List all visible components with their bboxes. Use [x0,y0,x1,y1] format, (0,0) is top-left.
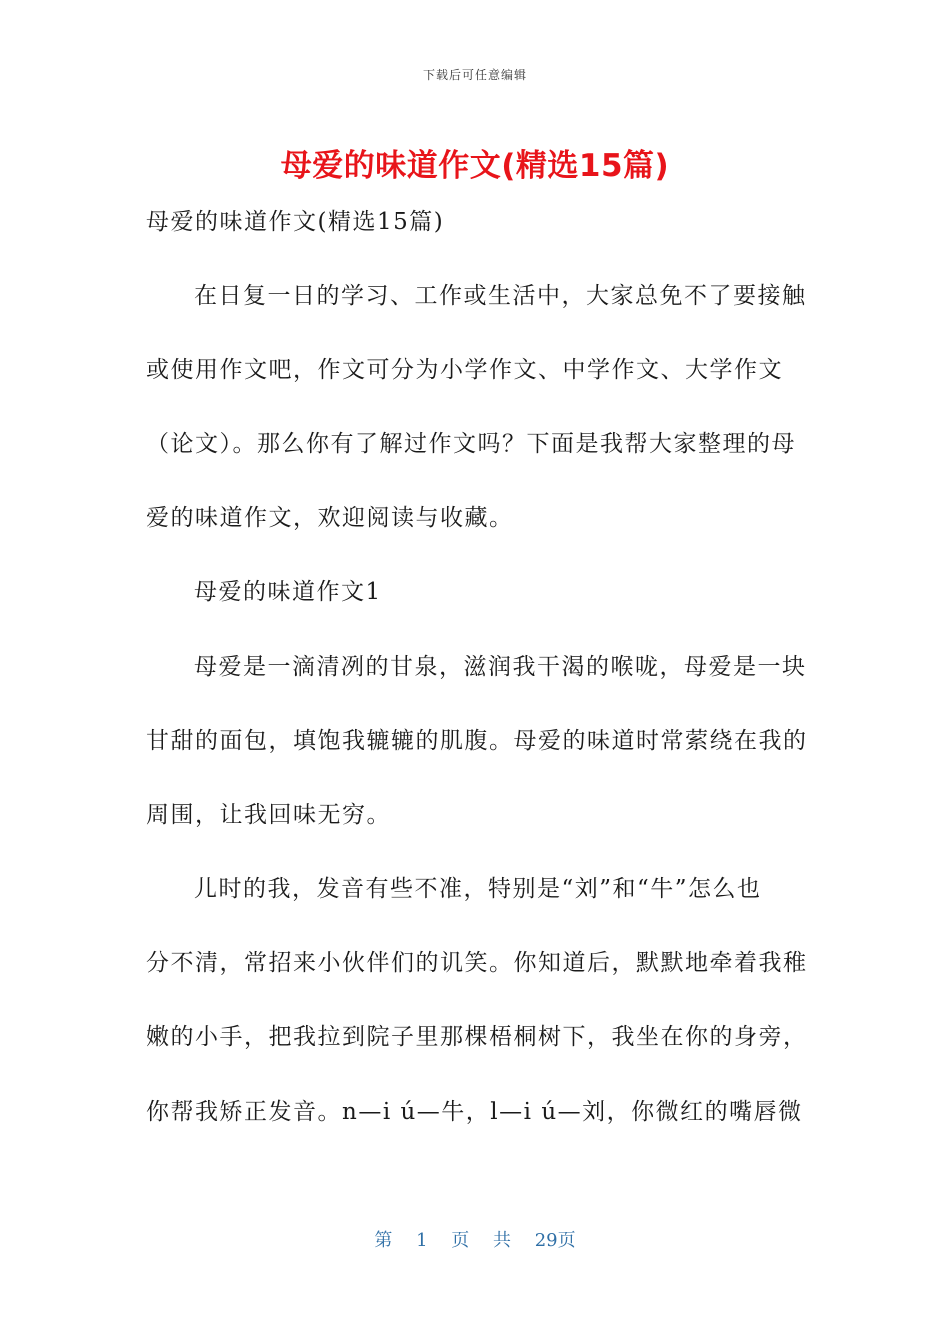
footer-gong: 共 [493,1230,511,1251]
document-title: 母爱的味道作文(精选15篇) [280,148,670,184]
subtitle-line: 母爱的味道作文(精选15篇) [146,209,445,235]
paragraph-line: （论文）。那么你有了解过作文吗？下面是我帮大家整理的母 [146,431,796,457]
footer-ye: 页 [451,1230,470,1251]
paragraph-line: 甘甜的面包，填饱我辘辘的肌腹。母爱的味道时常萦绕在我的 [146,728,808,754]
header-note: 下载后可任意编辑 [422,68,527,82]
paragraph-line: 你帮我矫正发音。n—i ú—牛，l—i ú—刘，你微红的嘴唇微 [146,1099,803,1125]
paragraph-line: 儿时的我，发音有些不准，特别是“刘”和“牛”怎么也 [194,876,762,902]
paragraph-line: 分不清，常招来小伙伴们的讥笑。你知道后，默默地牵着我稚 [146,950,808,976]
paragraph-line: 或使用作文吧，作文可分为小学作文、中学作文、大学作文 [146,357,783,383]
footer-page-number: 1 [416,1230,428,1251]
paragraph-line: 在日复一日的学习、工作或生活中，大家总免不了要接触 [194,283,807,309]
paragraph-line: 嫩的小手，把我拉到院子里那棵梧桐树下，我坐在你的身旁， [146,1024,808,1050]
footer-di: 第 [374,1230,393,1251]
section-heading: 母爱的味道作文1 [194,579,382,605]
footer-total-pages: 29页 [534,1230,576,1251]
page-footer [0,1226,950,1252]
paragraph-line: 母爱是一滴清冽的甘泉，滋润我干渴的喉咙，母爱是一块 [194,654,807,680]
paragraph-line: 周围，让我回味无穷。 [146,802,391,828]
paragraph-line: 爱的味道作文，欢迎阅读与收藏。 [146,505,514,531]
